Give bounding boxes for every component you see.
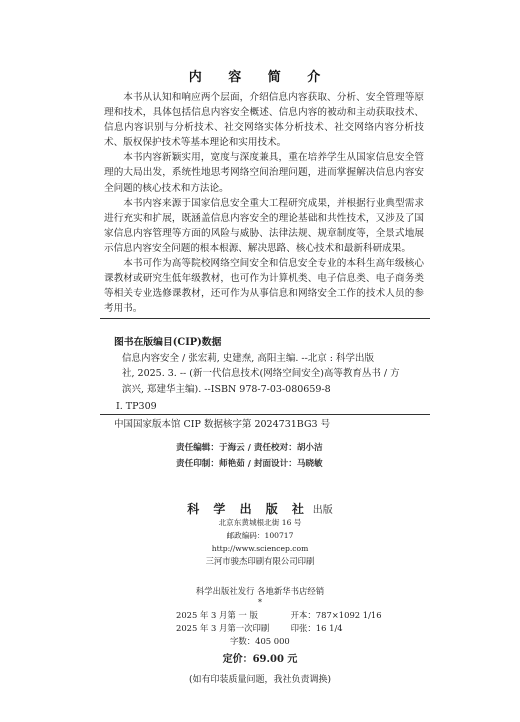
- credits-row-editors: 责任编辑：于海云 / 责任校对：胡小洁: [176, 443, 323, 453]
- quality-notice: (如有印装质量问题，我社负责调换): [188, 675, 332, 685]
- abstract-paragraph: 本书可作为高等院校网络空间安全和信息安全专业的本科生高年级核心课教材或研究生低年级教材，也可作为计算机类、电子信息类、电子商务类等相关专业选修课教材，还可作为从事信息和网络安全工作的技术人员的参考用书。: [104, 258, 424, 315]
- distribution-line: 科学出版社发行 各地新华书店经销: [195, 586, 325, 596]
- abstract-paragraph: 本书从认知和响应两个层面，介绍信息内容获取、分析、安全管理等原理和技术，具体包括信息内容安全概述、信息内容的被动和主动获取技术、信息内容识别与分析技术、社交网络实体分析技术、社交网络内容分析技术、版权保护技术等基本理论和实用技术。: [104, 92, 424, 149]
- cip-classification: Ⅰ. TP309: [116, 401, 157, 412]
- divider-bottom: [100, 414, 430, 415]
- cip-line: 滨兴, 郑建华主编). --ISBN 978-7-03-080659-8: [122, 383, 331, 395]
- publisher-name: [0, 500, 520, 517]
- spec-row-printing: [176, 622, 343, 634]
- publisher-brand: 科 学 出 版 社: [187, 502, 309, 516]
- price-line: 定价：69.00 元: [222, 654, 298, 665]
- editorial-credits: [176, 440, 323, 472]
- spec-edition-date: 2025 年 3 月第 一 版: [176, 610, 258, 620]
- spec-print-date: 2025 年 3 月第一次印刷: [176, 623, 270, 633]
- cip-record-number: 中国国家版本馆 CIP 数据核字第 2024731BG3 号: [114, 418, 331, 430]
- cip-data-block: [116, 335, 426, 432]
- spec-word-count: 字数：405 000: [230, 636, 290, 646]
- abstract-paragraph: 本书内容来源于国家信息安全重大工程研究成果，并根据行业典型需求进行充实和扩展，既涵盖信息内容安全的理论基础和共性技术，又涉及了国家信息内容管理等方面的风险与威胁、法律法规、规章制度等，全景式地展示信息内容安全问题的根本根源、解决思路、核心技术和最新科研成果。: [104, 197, 424, 254]
- cip-heading: 图书在版编目(CIP)数据: [114, 337, 222, 348]
- printer-line: 三河市骏杰印刷有限公司印刷: [205, 556, 315, 566]
- cip-entry: [116, 351, 426, 398]
- publisher-postcode: 邮政编码：100717: [226, 531, 294, 540]
- publisher-suffix: 出版: [312, 505, 333, 516]
- abstract-paragraph: 本书内容新颖实用，宽度与深度兼具，重在培养学生从国家信息安全管理的大局出发，系统性地思考网络空间治理问题，进而掌握解决信息内容安全问题的核心技术和方法论。: [104, 152, 424, 194]
- publisher-address: 北京东黄城根北街 16 号: [218, 518, 302, 527]
- credits-row-production: 责任印制：师艳茹 / 封面设计：马晓敏: [176, 459, 323, 469]
- cip-line: 信息内容安全 / 张宏莉, 史建焘, 高阳主编. --北京 : 科学出版: [122, 352, 375, 364]
- cip-line: 社, 2025. 3. -- (新一代信息技术(网络空间安全)高等教育丛书 / 方: [122, 368, 400, 379]
- page-title: 内 容 简 介: [188, 70, 332, 85]
- separator-star: *: [258, 598, 262, 607]
- abstract-section: [104, 90, 424, 316]
- spec-row-edition: [176, 609, 382, 621]
- spec-sheets: 印张：16 1/4: [290, 623, 343, 633]
- publisher-website: http://www.sciencep.com: [211, 544, 309, 553]
- divider-top: [100, 318, 430, 319]
- spec-format: 开本：787×1092 1/16: [290, 610, 382, 620]
